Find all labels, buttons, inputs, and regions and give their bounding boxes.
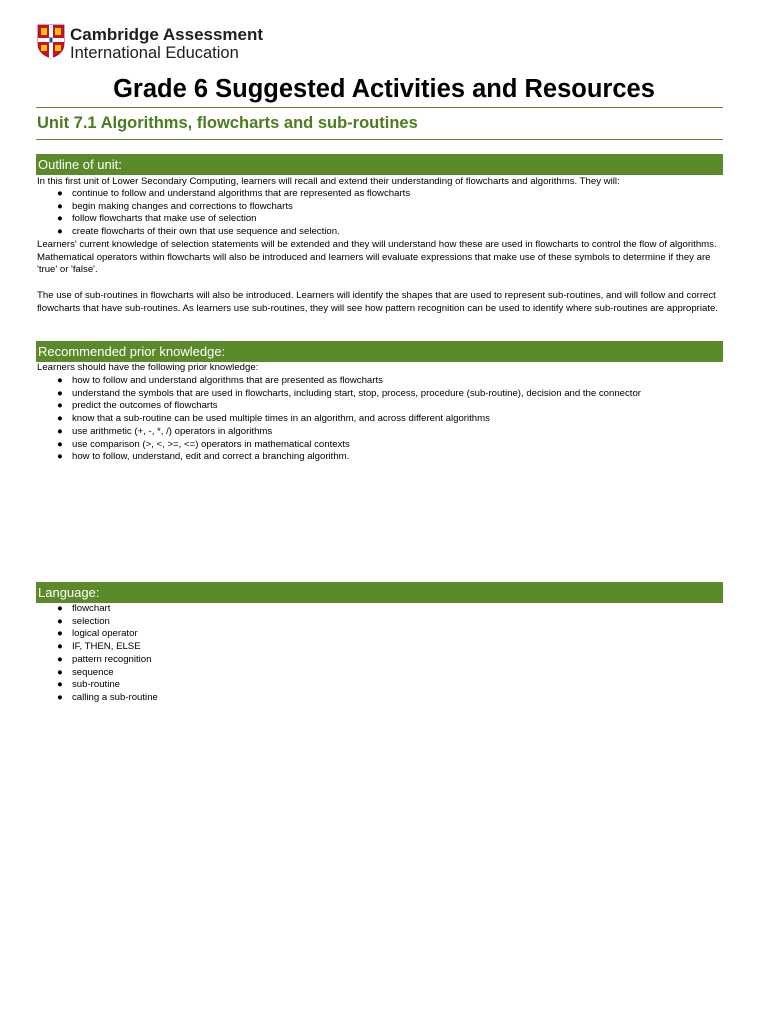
list-item-text: use comparison (>, <, >=, <=) operators in mathematical contexts <box>72 438 350 450</box>
bullet-icon: ● <box>57 226 63 238</box>
outline-bullet-list <box>37 188 410 239</box>
list-item <box>37 213 410 226</box>
list-item <box>37 641 158 654</box>
outline-paragraph-2: The use of sub-routines in flowcharts will also be introduced. Learners will identify the shapes that are used to represent sub-routines, and will follow and correct flowcharts that have sub-routines. As learners use sub-routines, they will see how pattern recognition can be used to identify where sub-routines are appropriate. <box>37 290 719 314</box>
bullet-icon: ● <box>57 387 63 399</box>
list-item <box>37 188 410 201</box>
bullet-icon: ● <box>57 413 63 425</box>
prior-knowledge-bullet-list <box>37 375 641 464</box>
list-item <box>37 654 158 667</box>
bullet-icon: ● <box>57 679 63 691</box>
list-item-text: how to follow, understand, edit and correct a branching algorithm. <box>72 451 350 463</box>
cambridge-shield-icon <box>37 24 65 59</box>
list-item-text: begin making changes and corrections to flowcharts <box>72 200 293 212</box>
language-bullet-list <box>37 603 158 705</box>
bullet-icon: ● <box>57 603 63 614</box>
list-item-text: follow flowcharts that make use of selection <box>72 213 257 225</box>
bullet-icon: ● <box>57 641 63 653</box>
list-item-text: know that a sub-routine can be used multiple times in an algorithm, and across different algorithms <box>72 413 490 425</box>
bullet-icon: ● <box>57 451 63 463</box>
list-item-text: continue to follow and understand algorithms that are represented as flowcharts <box>72 188 411 199</box>
bullet-icon: ● <box>57 425 63 437</box>
list-item <box>37 603 158 616</box>
logo-line2: International Education <box>70 44 239 62</box>
list-item <box>37 451 641 464</box>
bullet-icon: ● <box>57 653 63 665</box>
list-item-text: predict the outcomes of flowcharts <box>72 400 218 412</box>
list-item-text: IF, THEN, ELSE <box>72 641 141 653</box>
list-item-text: create flowcharts of their own that use sequence and selection. <box>72 226 340 238</box>
list-item-text: understand the symbols that are used in flowcharts, including start, stop, process, procedure (sub-routine), decision and the connector <box>72 387 642 399</box>
list-item <box>37 667 158 680</box>
cambridge-logo <box>37 24 263 62</box>
bullet-icon: ● <box>57 400 63 412</box>
list-item <box>37 375 641 388</box>
bullet-icon: ● <box>57 438 63 450</box>
list-item <box>37 226 410 239</box>
list-item-text: sequence <box>72 666 114 678</box>
bullet-icon: ● <box>57 628 63 640</box>
list-item-text: calling a sub-routine <box>72 691 158 703</box>
list-item <box>37 439 641 452</box>
list-item <box>37 628 158 641</box>
logo-line1: Cambridge Assessment <box>70 25 264 44</box>
list-item-text: logical operator <box>72 628 138 640</box>
unit-divider <box>36 139 723 140</box>
list-item-text: pattern recognition <box>72 653 152 665</box>
outline-heading: Outline of unit: <box>36 154 723 175</box>
list-item-text: selection <box>72 615 110 627</box>
prior-knowledge-heading: Recommended prior knowledge: <box>36 341 723 362</box>
list-item-text: use arithmetic (+, -, *, /) operators in algorithms <box>72 425 273 437</box>
list-item-text: how to follow and understand algorithms that are presented as flowcharts <box>72 375 383 386</box>
bullet-icon: ● <box>57 213 63 225</box>
bullet-icon: ● <box>57 375 63 386</box>
bullet-icon: ● <box>57 615 63 627</box>
bullet-icon: ● <box>57 200 63 212</box>
list-item <box>37 388 641 401</box>
list-item <box>37 692 158 705</box>
title-divider <box>36 107 723 108</box>
bullet-icon: ● <box>57 666 63 678</box>
bullet-icon: ● <box>57 691 63 703</box>
list-item-text: flowchart <box>72 603 111 614</box>
page-title: Grade 6 Suggested Activities and Resources <box>113 75 655 103</box>
list-item <box>37 616 158 629</box>
unit-title: Unit 7.1 Algorithms, flowcharts and sub-routines <box>37 114 418 132</box>
outline-intro: In this first unit of Lower Secondary Computing, learners will recall and extend their understanding of flowcharts and algorithms. They will: <box>37 176 620 187</box>
list-item <box>37 413 641 426</box>
list-item <box>37 400 641 413</box>
list-item <box>37 426 641 439</box>
language-heading: Language: <box>36 582 723 603</box>
prior-knowledge-intro: Learners should have the following prior knowledge: <box>37 362 259 373</box>
bullet-icon: ● <box>57 188 63 199</box>
list-item <box>37 679 158 692</box>
list-item-text: sub-routine <box>72 679 120 691</box>
list-item <box>37 201 410 214</box>
outline-paragraph-1: Learners' current knowledge of selection statements will be extended and they will understand how these are used in flowcharts to control the flow of algorithms. Mathematical operators within flowcharts will also be introduced and learners will evaluate expressions that make use of these symbols to determine if they are 'true' or 'false'. <box>37 239 717 276</box>
